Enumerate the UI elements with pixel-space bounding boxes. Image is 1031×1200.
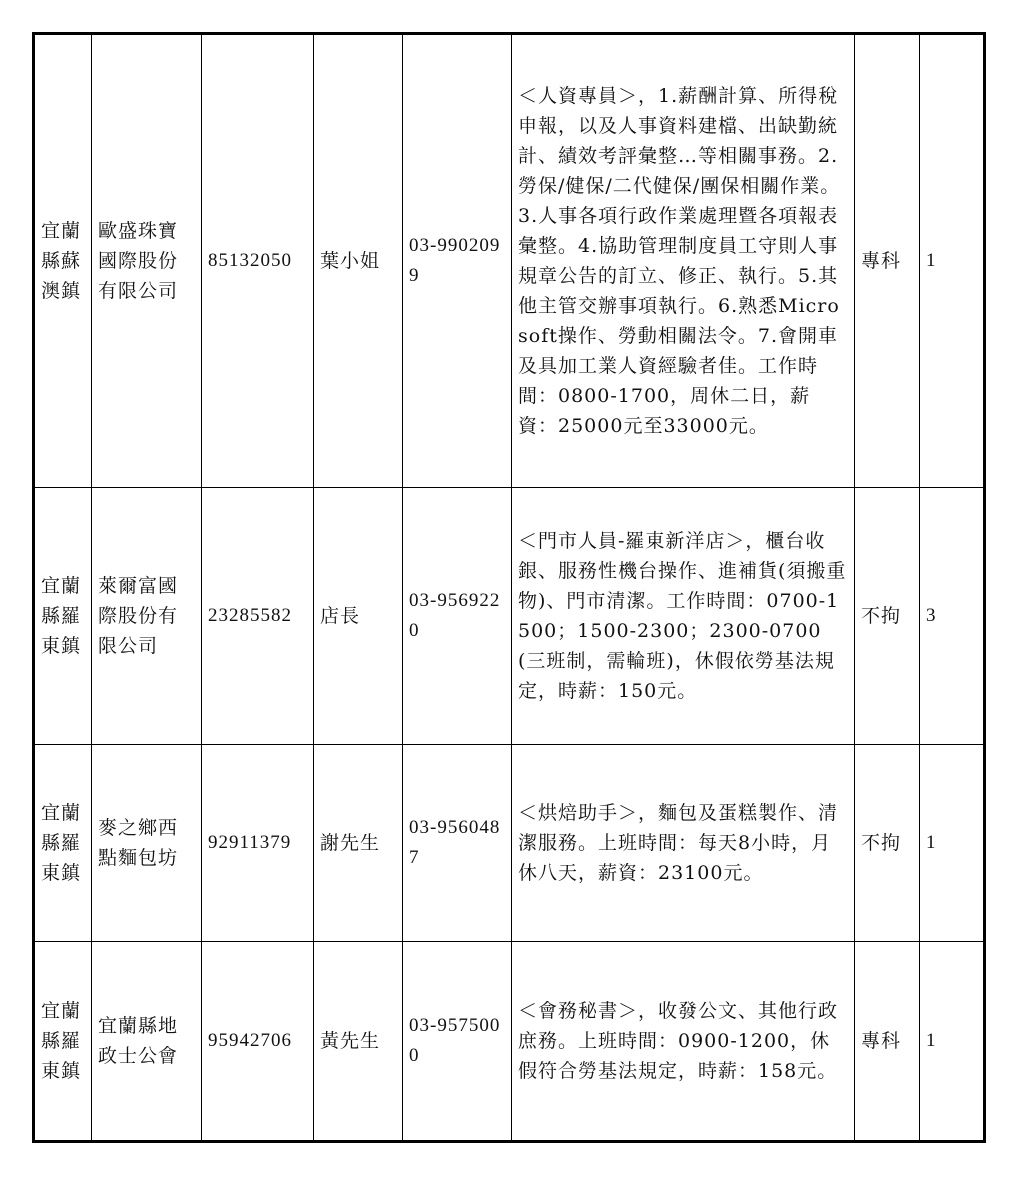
- job-description-cell: ＜人資專員＞，1.薪酬計算、所得稅申報，以及人事資料建檔、出缺勤統計、績效考評彙整…等相關事務。2.勞保/健保/二代健保/團保相關作業。3.人事各項行政作業處理暨各項報表彙整。4.協助管理制度員工守則人事規章公告的訂立、修正、執行。5.其他主管交辦事項執行。6.熟悉Microsoft操作、勞動相關法令。7.會開車及具加工業人資經驗者佳。工作時間：0800-1700，周休二日，薪資：25000元至33000元。: [512, 34, 855, 488]
- company-code-cell: 85132050: [202, 34, 314, 488]
- education-cell: 專科: [855, 34, 920, 488]
- job-description-cell: ＜烘焙助手＞，麵包及蛋糕製作、清潔服務。上班時間：每天8小時，月休八天，薪資：23100元。: [512, 745, 855, 942]
- job-description-cell: ＜門市人員-羅東新洋店＞，櫃台收銀、服務性機台操作、進補貨(須搬重物)、門市清潔。工作時間：0700-1500；1500-2300；2300-0700(三班制，需輪班)，休假依勞基法規定，時薪：150元。: [512, 488, 855, 745]
- openings-count-cell: 1: [920, 745, 985, 942]
- region-cell: 宜蘭縣羅東鎮: [34, 488, 92, 745]
- contact-cell: 黃先生: [314, 942, 403, 1142]
- region-cell: 宜蘭縣蘇澳鎮: [34, 34, 92, 488]
- company-code-cell: 23285582: [202, 488, 314, 745]
- region-cell: 宜蘭縣羅東鎮: [34, 745, 92, 942]
- contact-cell: 葉小姐: [314, 34, 403, 488]
- table-row: [34, 34, 985, 488]
- region-cell: 宜蘭縣羅東鎮: [34, 942, 92, 1142]
- company-cell: 麥之鄉西點麵包坊: [92, 745, 202, 942]
- table-row: [34, 488, 985, 745]
- openings-count-cell: 1: [920, 34, 985, 488]
- table-row: [34, 745, 985, 942]
- education-cell: 不拘: [855, 488, 920, 745]
- company-code-cell: 95942706: [202, 942, 314, 1142]
- openings-count-cell: 1: [920, 942, 985, 1142]
- table-row: [34, 942, 985, 1142]
- company-cell: 宜蘭縣地政士公會: [92, 942, 202, 1142]
- openings-count-cell: 3: [920, 488, 985, 745]
- phone-cell: 03-9569220: [403, 488, 512, 745]
- education-cell: 不拘: [855, 745, 920, 942]
- contact-cell: 謝先生: [314, 745, 403, 942]
- phone-cell: 03-9575000: [403, 942, 512, 1142]
- contact-cell: 店長: [314, 488, 403, 745]
- job-description-cell: ＜會務秘書＞，收發公文、其他行政庶務。上班時間：0900-1200，休假符合勞基法規定，時薪：158元。: [512, 942, 855, 1142]
- phone-cell: 03-9560487: [403, 745, 512, 942]
- company-cell: 萊爾富國際股份有限公司: [92, 488, 202, 745]
- job-listings-table: [32, 32, 986, 1143]
- education-cell: 專科: [855, 942, 920, 1142]
- phone-cell: 03-9902099: [403, 34, 512, 488]
- company-cell: 歐盛珠寶國際股份有限公司: [92, 34, 202, 488]
- company-code-cell: 92911379: [202, 745, 314, 942]
